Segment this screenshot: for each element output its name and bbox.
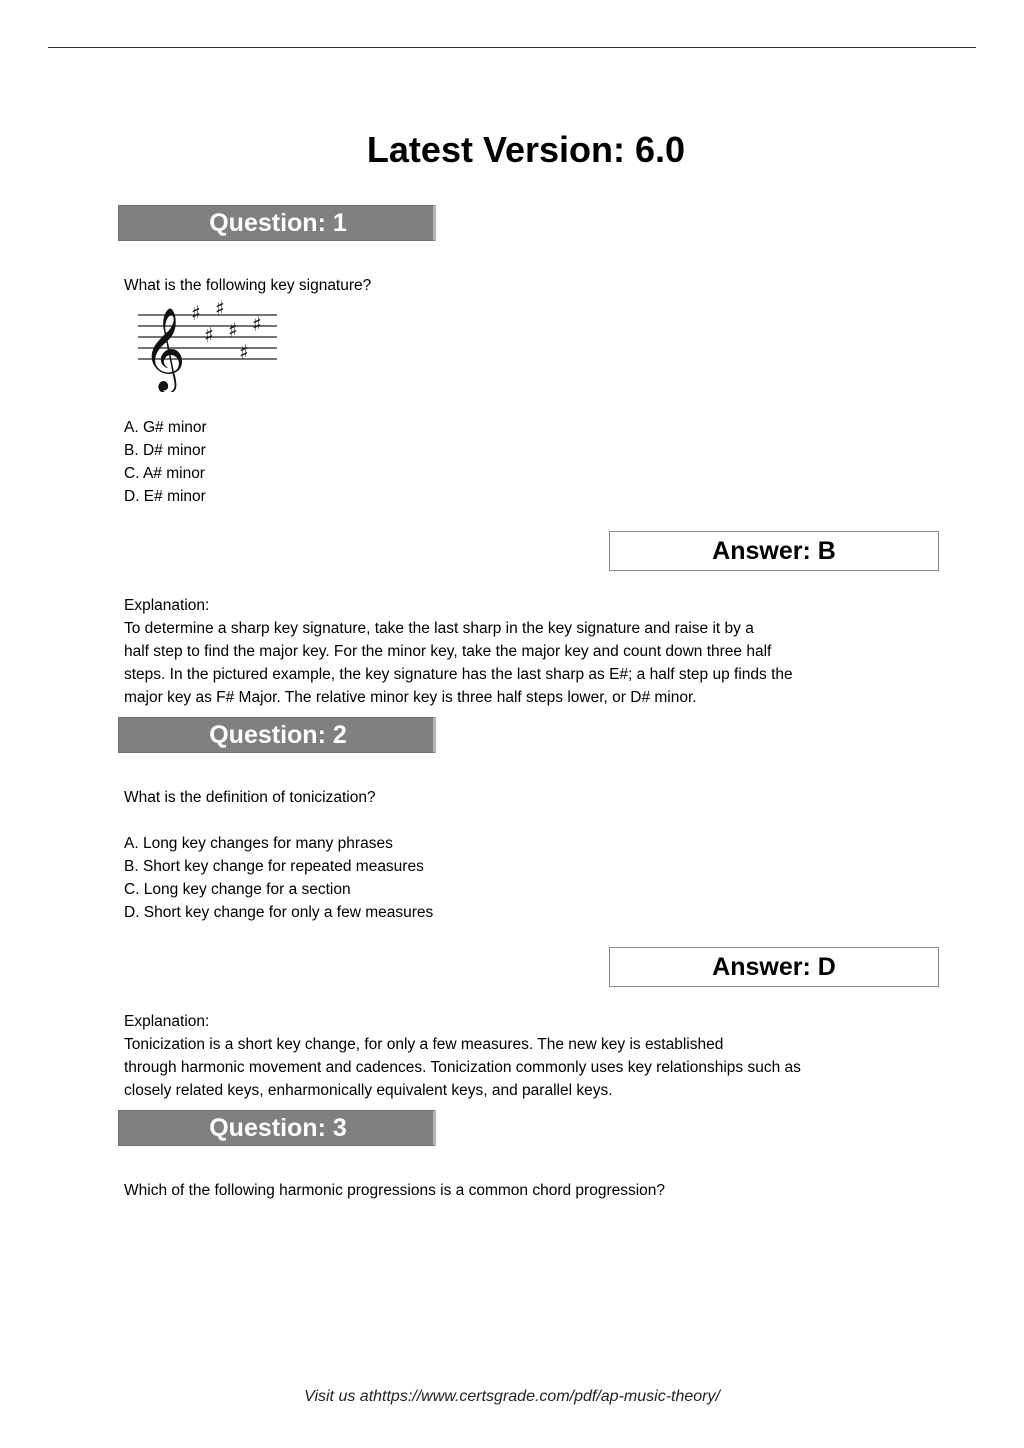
question-2-answer: Answer: D bbox=[712, 953, 836, 981]
question-2-explanation-label: Explanation: bbox=[124, 1013, 210, 1030]
page-title: Latest Version: 6.0 bbox=[366, 129, 686, 170]
treble-clef-icon: 𝄞 bbox=[143, 306, 186, 390]
question-1-explanation-line: half step to find the major key. For the minor key, take the major key and count down three half bbox=[124, 643, 772, 660]
question-1-explanation-line: steps. In the pictured example, the key signature has the last sharp as E#; a half step up finds the bbox=[124, 666, 793, 683]
question-1-explanation-line: To determine a sharp key signature, take the last sharp in the key signature and raise it by a bbox=[124, 620, 754, 637]
question-1-answer: Answer: B bbox=[712, 537, 836, 565]
question-2-answer-box bbox=[609, 947, 939, 987]
question-1-explanation-label: Explanation: bbox=[124, 597, 210, 614]
question-1-answer-box bbox=[609, 531, 939, 571]
question-2-option-b: B. Short key change for repeated measures bbox=[124, 858, 424, 875]
question-1-option-b: B. D# minor bbox=[124, 442, 206, 459]
question-2-explanation-line: through harmonic movement and cadences. Tonicization commonly uses key relationships such as bbox=[124, 1059, 801, 1076]
svg-text:♯: ♯ bbox=[239, 340, 249, 364]
question-1-option-a: A. G# minor bbox=[124, 419, 207, 436]
svg-text:♯: ♯ bbox=[228, 318, 238, 342]
question-1-header bbox=[118, 205, 436, 241]
question-1-option-d: D. E# minor bbox=[124, 488, 206, 505]
sharps-icon bbox=[191, 297, 262, 364]
question-1-prompt: What is the following key signature? bbox=[124, 277, 372, 294]
svg-text:♯: ♯ bbox=[252, 312, 262, 336]
question-2-option-a: A. Long key changes for many phrases bbox=[124, 835, 393, 852]
question-2-header-label: Question: 2 bbox=[209, 721, 347, 749]
footer-link[interactable]: Visit us athttps://www.certsgrade.com/pdf/ap-music-theory/ bbox=[304, 1388, 720, 1405]
question-1-explanation-line: major key as F# Major. The relative minor key is three half steps lower, or D# minor. bbox=[124, 689, 697, 706]
svg-text:♯: ♯ bbox=[191, 301, 201, 325]
svg-text:♯: ♯ bbox=[204, 323, 214, 347]
question-2-explanation-line: closely related keys, enharmonically equivalent keys, and parallel keys. bbox=[124, 1082, 613, 1099]
key-signature-image bbox=[135, 297, 280, 392]
question-3-header-label: Question: 3 bbox=[209, 1114, 347, 1142]
question-3-header bbox=[118, 1110, 436, 1146]
question-2-option-d: D. Short key change for only a few measures bbox=[124, 904, 434, 921]
question-1-header-label: Question: 1 bbox=[209, 209, 347, 237]
question-3-prompt: Which of the following harmonic progressions is a common chord progression? bbox=[124, 1182, 666, 1199]
question-2-prompt: What is the definition of tonicization? bbox=[124, 789, 376, 806]
question-2-header bbox=[118, 717, 436, 753]
question-2-option-c: C. Long key change for a section bbox=[124, 881, 351, 898]
header-rule bbox=[48, 47, 976, 48]
question-1-option-c: C. A# minor bbox=[124, 465, 205, 482]
svg-text:♯: ♯ bbox=[215, 297, 225, 320]
question-2-explanation-line: Tonicization is a short key change, for only a few measures. The new key is established bbox=[124, 1036, 724, 1053]
